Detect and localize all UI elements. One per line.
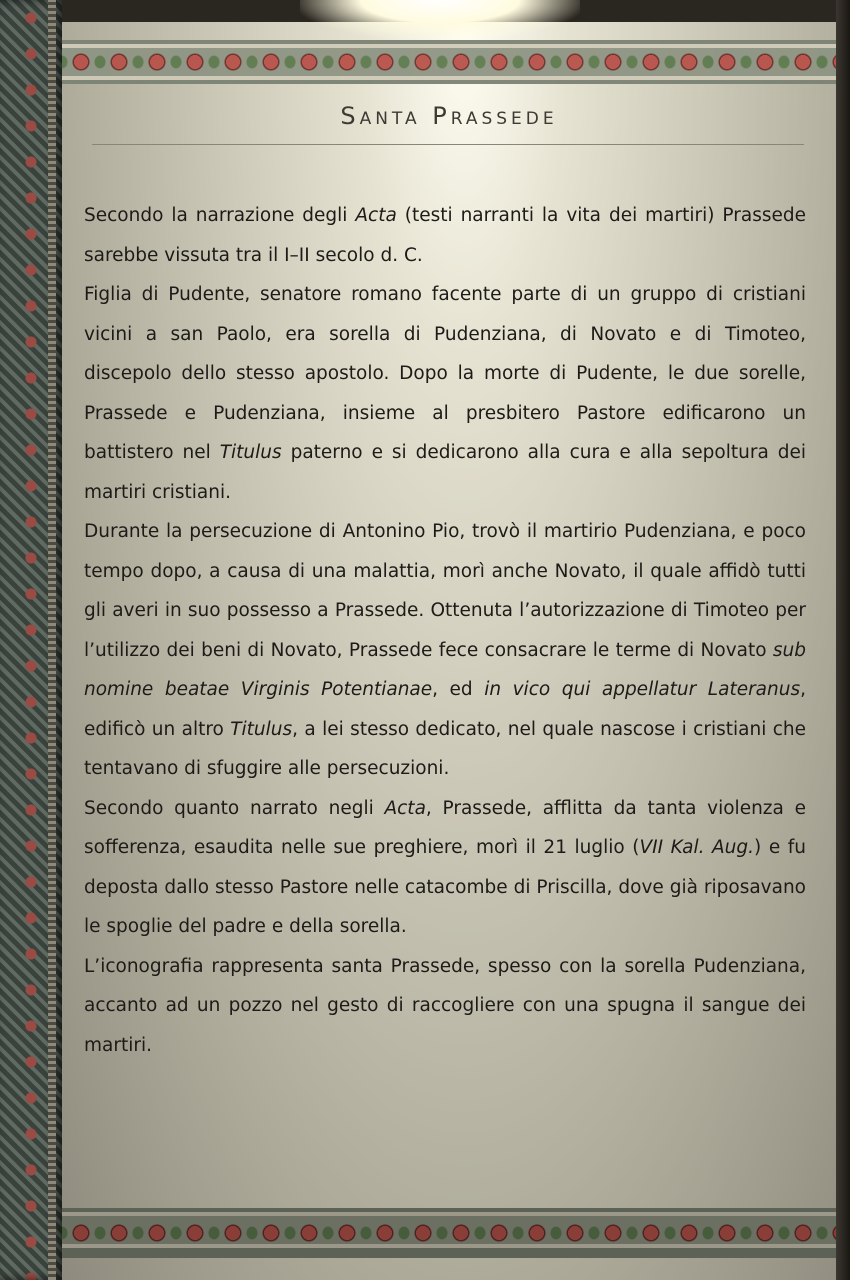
text-segment: ) e fu deposta dallo stesso Pastore nelle catacombe di Priscilla, dove già riposavano le spoglie del padre e della sorella.: [84, 837, 806, 937]
italic-text-segment: Titulus: [219, 442, 282, 463]
text-segment: , ed: [432, 679, 485, 700]
text-segment: paterno e si dedicarono alla cura e alla sepoltura dei martiri cristiani.: [84, 442, 806, 503]
body-paragraph: [84, 196, 806, 275]
italic-text-segment: Acta: [355, 205, 397, 226]
text-segment: , a lei stesso dedicato, nel quale nascose i cristiani che tentavano di sfuggire alle persecuzioni.: [84, 718, 806, 779]
floral-border-top: [62, 40, 836, 84]
wall-edge-right: [836, 0, 850, 1280]
plaque-body-text: [84, 196, 806, 1065]
text-segment: L’iconografia rappresenta santa Prassede, spesso con la sorella Pudenziana, accanto ad un pozzo nel gesto di raccogliere con una spugna il sangue dei martiri.: [84, 955, 806, 1056]
text-segment: (testi narranti la vita dei martiri) Prassede sarebbe vissuta tra il I–II secolo d. C.: [84, 205, 806, 266]
floral-border-bottom: [62, 1208, 836, 1258]
italic-text-segment: Titulus: [230, 718, 293, 740]
italic-text-segment: VII Kal. Aug.: [639, 837, 755, 858]
text-segment: Figlia di Pudente, senatore romano facente parte di un gruppo di cristiani vicini a san Paolo, era sorella di Pudenziana, di Novato e di Timoteo, discepolo dello stesso apostolo. Dopo la morte di Pudente, le due sorelle, Prassede e Pudenziana, insieme al presbitero Pastore edificarono un battistero nel: [84, 284, 806, 463]
text-segment: Secondo quanto narrato negli: [84, 797, 385, 819]
body-paragraph: [84, 789, 806, 947]
text-segment: Secondo la narrazione degli: [84, 205, 356, 226]
text-segment: , Prassede, afflitta da tanta violenza e sofferenza, esaudita nelle sue preghiere, morì il 21 luglio (: [84, 797, 806, 858]
text-segment: Durante la persecuzione di Antonino Pio, trovò il martirio Pudenziana, e poco tempo dopo, a causa di una malattia, morì anche Novato, il quale affidò tutti gli averi in suo possesso a Prassede. Ottenuta l’autorizzazione di Timoteo per l’utilizzo dei beni di Novato, Prassede fece consacrare le terme di Novato: [84, 521, 806, 661]
spotlight-glare: [300, 0, 580, 40]
italic-text-segment: sub nomine beatae Virginis Potentianae: [84, 639, 806, 700]
body-paragraph: [84, 275, 806, 512]
text-segment: , edificò un altro: [84, 679, 806, 740]
plaque-title: Santa Prassede: [340, 102, 558, 130]
italic-text-segment: Acta: [384, 797, 426, 819]
decorative-frame-left: [0, 0, 62, 1280]
title-divider: [92, 144, 804, 145]
body-paragraph: [84, 512, 806, 789]
body-paragraph: [84, 947, 806, 1066]
italic-text-segment: in vico qui appellatur Lateranus: [484, 679, 801, 700]
